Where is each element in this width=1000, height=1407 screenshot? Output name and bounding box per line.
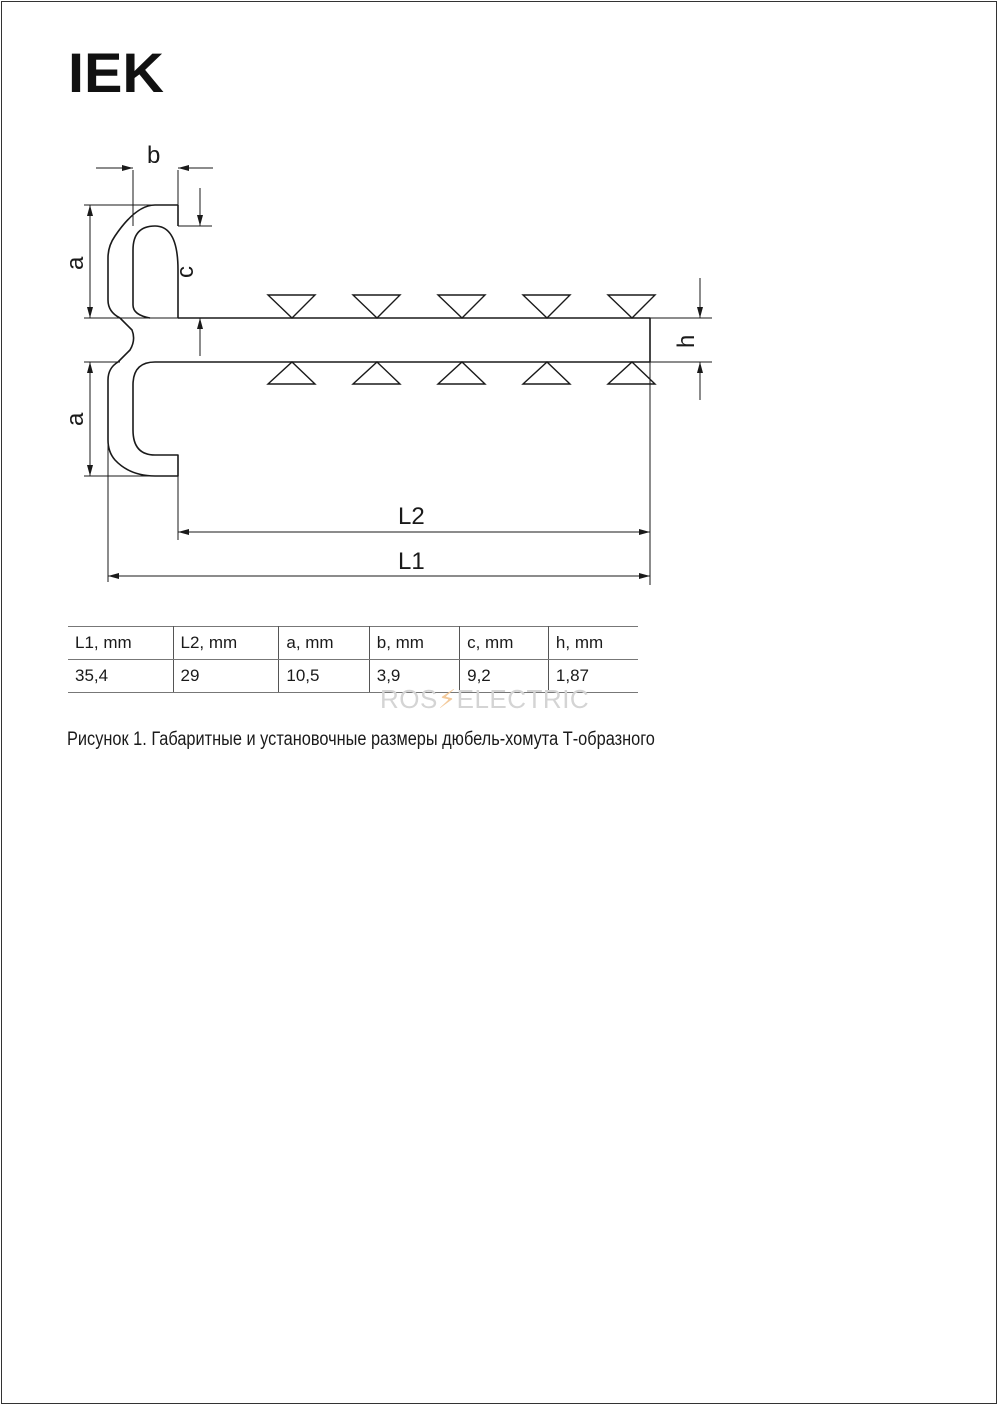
watermark (380, 684, 589, 715)
bolt-icon: ⚡ (437, 684, 457, 714)
table-header-row (68, 627, 638, 660)
label-b: b (147, 142, 161, 169)
header-h: h, mm (548, 627, 638, 660)
cell-c: 9,2 (460, 660, 549, 693)
cell-h: 1,87 (548, 660, 638, 693)
label-L2: L2 (398, 503, 425, 530)
cell-L2: 29 (173, 660, 279, 693)
label-c: c (172, 266, 199, 278)
label-a-bottom: a (62, 412, 89, 426)
part-outline (108, 205, 650, 476)
watermark-right: ELECTRIC (456, 684, 590, 714)
cell-L1: 35,4 (68, 660, 173, 693)
teeth-bottom (268, 362, 655, 384)
cell-b: 3,9 (369, 660, 459, 693)
header-L1: L1, mm (68, 627, 173, 660)
cell-a: 10,5 (279, 660, 369, 693)
header-b: b, mm (369, 627, 459, 660)
label-h: h (673, 334, 700, 348)
figure-caption: Рисунок 1. Габаритные и установочные размеры дюбель-хомута Т-образного (67, 729, 655, 750)
header-a: a, mm (279, 627, 369, 660)
dimensions-table (68, 626, 638, 693)
teeth-top (268, 295, 655, 318)
header-L2: L2, mm (173, 627, 279, 660)
technical-drawing (0, 0, 1000, 620)
watermark-left: ROS (380, 684, 438, 714)
label-a-top: a (62, 256, 89, 270)
header-c: c, mm (460, 627, 549, 660)
iek-logo-text: IEK (68, 48, 164, 94)
label-L1: L1 (398, 548, 425, 575)
